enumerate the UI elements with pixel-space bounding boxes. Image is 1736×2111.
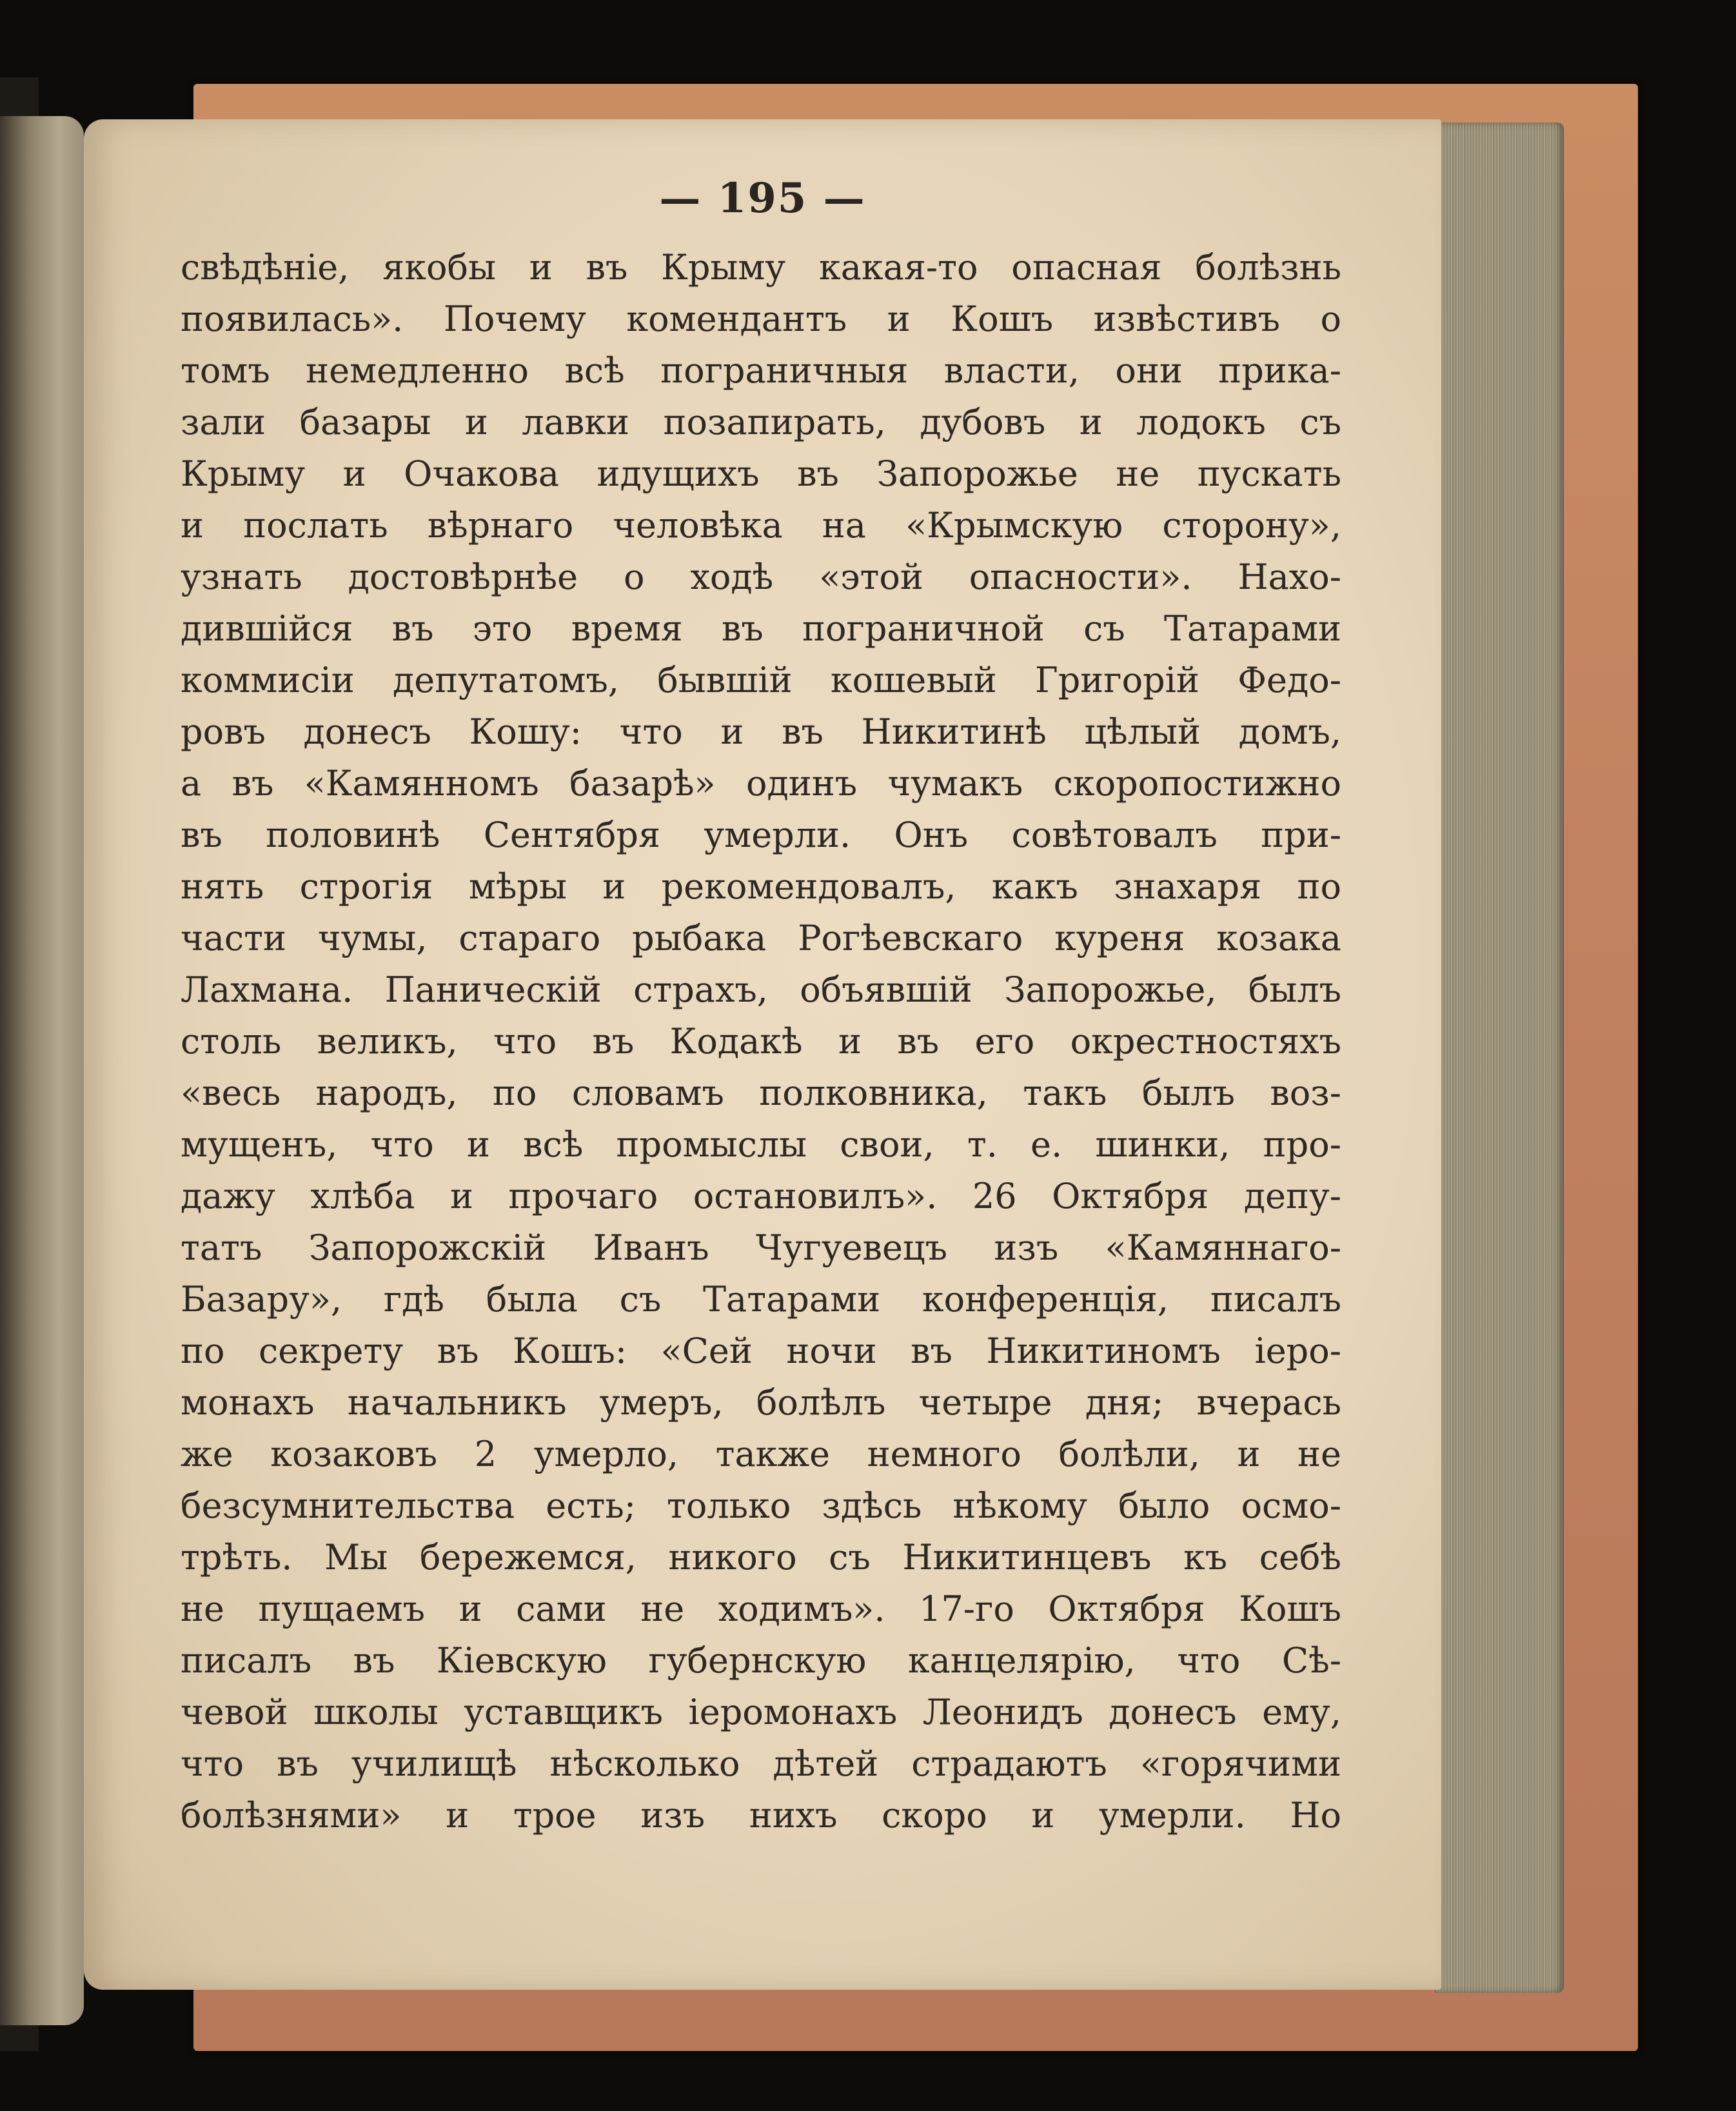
text-line: мущенъ, что и всѣ промыслы свои, т. е. шинки, про- [181,1124,1341,1165]
book-page [84,119,1441,1990]
text-line: что въ училищѣ нѣсколько дѣтей страдаютъ «горячими [181,1743,1341,1784]
text-line: дажу хлѣба и прочаго остановилъ». 26 Октября депу- [181,1176,1341,1216]
text-line: по секрету въ Кошъ: «Сей ночи въ Никитиномъ іеро- [181,1331,1341,1371]
text-line: Лахмана. Паническій страхъ, объявшій Запорожье, былъ [181,969,1341,1010]
page-number: — 195 — [659,174,866,223]
text-line: безсумнительства есть; только здѣсь нѣкому было осмо- [181,1485,1341,1526]
text-line: зали базары и лавки позапирать, дубовъ и лодокъ съ [181,402,1341,442]
text-line: свѣдѣніе, якобы и въ Крыму какая-то опасная болѣзнь [181,247,1341,288]
previous-page-edge [0,116,84,2025]
page-block-edges [1435,123,1564,1993]
text-line: появилась». Почему комендантъ и Кошъ извѣстивъ о [181,299,1341,339]
text-line: не пущаемъ и сами не ходимъ». 17-го Октября Кошъ [181,1589,1341,1629]
text-line: дившійся въ это время въ пограничной съ Татарами [181,608,1341,649]
text-line: болѣзнями» и трое изъ нихъ скоро и умерли. Но [181,1795,1341,1836]
text-line: трѣть. Мы бережемся, никого съ Никитинцевъ къ себѣ [181,1537,1341,1578]
text-line: въ половинѣ Сентября умерли. Онъ совѣтовалъ при- [181,815,1341,855]
text-line: части чумы, стараго рыбака Рогѣевскаго куреня козака [181,918,1341,958]
text-line: столь великъ, что въ Кодакѣ и въ его окрестностяхъ [181,1021,1341,1062]
text-line: Базару», гдѣ была съ Татарами конференція, писалъ [181,1279,1341,1320]
text-line: ровъ донесъ Кошу: что и въ Никитинѣ цѣлый домъ, [181,711,1341,752]
text-line: писалъ въ Кіевскую губернскую канцелярію, что Сѣ- [181,1640,1341,1681]
page-body-text [181,242,1341,1841]
text-line: и послать вѣрнаго человѣка на «Крымскую сторону», [181,505,1341,546]
text-line: Крыму и Очакова идущихъ въ Запорожье не пускать [181,453,1341,494]
text-line: же козаковъ 2 умерло, также немного болѣли, и не [181,1434,1341,1474]
text-line: узнать достовѣрнѣе о ходѣ «этой опасности». Нахо- [181,557,1341,597]
text-line: нять строгія мѣры и рекомендовалъ, какъ знахаря по [181,866,1341,907]
text-line: татъ Запорожскій Иванъ Чугуевецъ изъ «Камяннаго- [181,1227,1341,1268]
text-line: чевой школы уставщикъ іеромонахъ Леонидъ донесъ ему, [181,1692,1341,1732]
text-line: коммисіи депутатомъ, бывшій кошевый Григорій Федо- [181,660,1341,700]
text-line: монахъ начальникъ умеръ, болѣлъ четыре дня; вчерась [181,1382,1341,1423]
text-line: томъ немедленно всѣ пограничныя власти, они прика- [181,350,1341,391]
text-line: «весь народъ, по словамъ полковника, такъ былъ воз- [181,1073,1341,1113]
text-line: а въ «Камянномъ базарѣ» одинъ чумакъ скоропостижно [181,763,1341,804]
